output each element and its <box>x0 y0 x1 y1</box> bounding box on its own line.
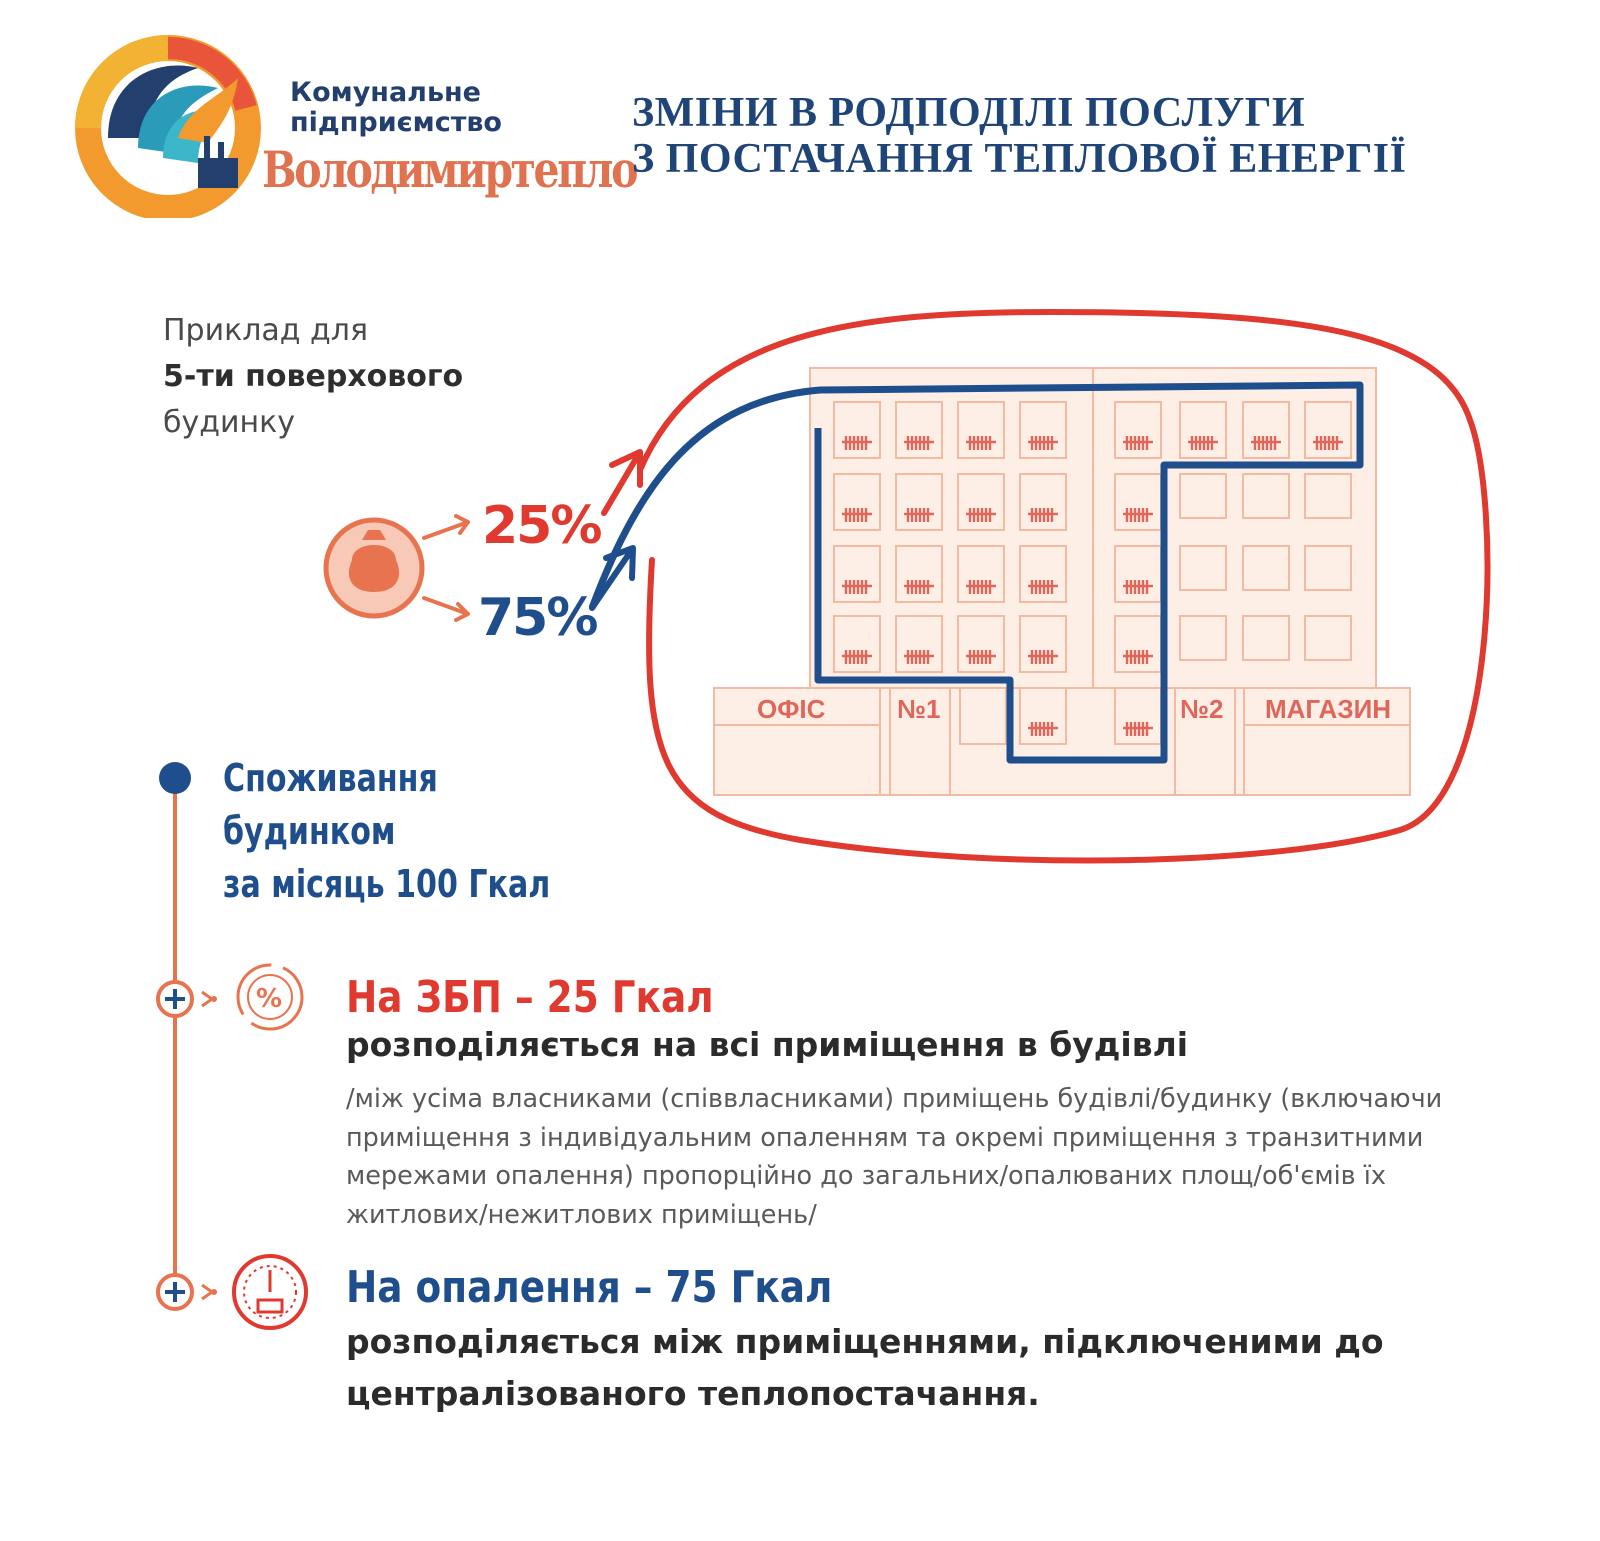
arrow-to-75 <box>424 598 468 620</box>
zbp-subtitle: розподіляється на всі приміщення в будівлі <box>346 1025 1189 1064</box>
percent-cycle-icon <box>238 965 302 1029</box>
heat-meter-icon <box>234 1256 306 1328</box>
pct-heating: 75% <box>478 588 597 648</box>
title-line1: ЗМІНИ В РОДПОДІЛІ ПОСЛУГИ <box>632 90 1306 136</box>
example-line1: Приклад для <box>163 313 369 348</box>
entrance2-label: №2 <box>1180 694 1224 724</box>
logo-company-line1: Комунальне <box>290 77 481 108</box>
heating-blue-arrow <box>592 548 633 608</box>
consumption-line1: Споживання <box>223 756 438 800</box>
consumption-line2: будинком <box>223 809 396 853</box>
zbp-red-arrow <box>604 452 640 513</box>
logo-name: Володимиртепло <box>262 140 637 199</box>
zbp-title: На ЗБП – 25 Гкал <box>346 972 714 1023</box>
consumption-block <box>223 752 550 911</box>
zbp-description: /між усіма власниками (співвласниками) приміщень будівлі/будинку (включаючи приміщення з індивідуальним опаленням та окремі приміщення з транзитними мережами опалення) пропорційно до загальних/опалюваних площ/об'ємів їх житлових/нежитлових приміщень/ <box>346 1084 1443 1230</box>
logo-company-line2: підприємство <box>290 107 502 138</box>
svg-text:%: % <box>256 984 283 1014</box>
heating-subtitle: розподіляється між приміщеннями, підключеними до централізованого теплопостачання. <box>346 1322 1384 1413</box>
example-line3: будинку <box>163 405 295 440</box>
consumption-line3: за місяць 100 Гкал <box>223 862 551 906</box>
plus-icon-zbp <box>158 982 217 1016</box>
pct-zbp: 25% <box>482 496 601 556</box>
title-line2: З ПОСТАЧАННЯ ТЕПЛОВОЇ ЕНЕРГІЇ <box>632 136 1407 182</box>
plus-icon-heating <box>158 1275 217 1309</box>
heating-title: На опалення – 75 Гкал <box>346 1262 833 1313</box>
money-bag-icon <box>326 520 422 616</box>
arrow-to-25 <box>424 516 468 538</box>
office-label: ОФІС <box>757 694 826 724</box>
entrance1-label: №1 <box>897 694 941 724</box>
timeline-start-dot <box>159 762 191 794</box>
example-line2: 5-ти поверхового <box>163 359 464 394</box>
shop-label: МАГАЗИН <box>1265 694 1392 724</box>
